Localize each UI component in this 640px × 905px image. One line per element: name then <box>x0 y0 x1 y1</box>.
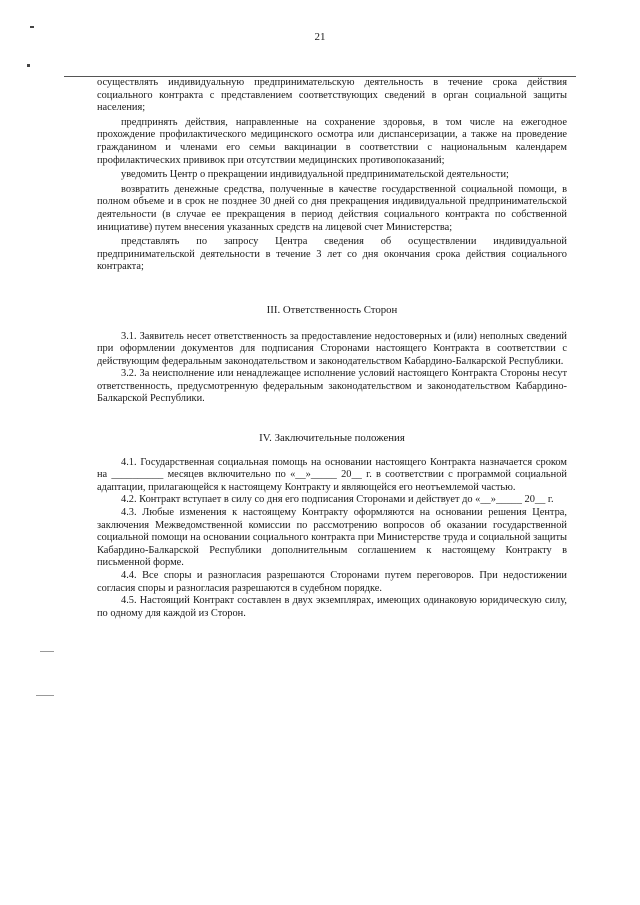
obligation-item: возвратить денежные средства, полученные в качестве государственной социальной помощи, в полном объеме и в срок не позднее 30 дней со дня прекращения индивидуальной предпринимательской деятельности (в случае ее прекращения в период действия социального контракта по собственной инициативе) путем внесения указанных средств на лицевой счет Министерства; <box>97 183 567 233</box>
clause-4-3: 4.3. Любые изменения к настоящему Контракту оформляются на основании решения Центра, заключения Межведомственной комиссии по рассмотрению вопросов об оказании государственной социальной помощи на основании социального контракта при Министерстве труда и социальной защиты Кабардино-Балкарской Республики дополнительным соглашением к настоящему Контракту в письменной форме. <box>97 507 567 569</box>
clause-4-4: 4.4. Все споры и разногласия разрешаются Сторонами путем переговоров. При недостижении согласия споры и разногласия разрешаются в судебном порядке. <box>97 570 567 594</box>
document-body <box>97 77 567 620</box>
obligation-item: предпринять действия, направленные на сохранение здоровья, в том числе на ежегодное прохождение профилактического медицинского осмотра или диспансеризации, а также на проведение гражданином и членами его семьи вакцинации в соответствии с национальным календарем профилактических прививок при отсутствии медицинских противопоказаний; <box>97 116 567 166</box>
page-number: 21 <box>314 31 326 43</box>
clause-4-1: 4.1. Государственная социальная помощь на основании настоящего Контракта назначается сроком на __________ месяцев включительно по «__»_____ 20__ г. в соответствии с программой социальной адаптации, прилагающейся к настоящему Контракту и являющейся его неотъемлемой частью. <box>97 456 567 493</box>
obligation-item: уведомить Центр о прекращении индивидуальной предпринимательской деятельности; <box>121 169 509 181</box>
section-heading-responsibility: III. Ответственность Сторон <box>266 303 398 316</box>
obligations-list <box>97 77 567 274</box>
scan-margin-mark <box>27 64 30 67</box>
clause-3-2: 3.2. За неисполнение или ненадлежащее исполнение условий настоящего Контракта Стороны несут ответственность, предусмотренную федеральным законодательством и законодательством Кабардино-Балкарской Республики. <box>97 368 567 405</box>
scan-margin-mark <box>36 695 54 696</box>
obligation-item: представлять по запросу Центра сведения об осуществлении индивидуальной предпринимательской деятельности в течение 3 лет со дня окончания срока действия социального контракта; <box>97 236 567 273</box>
scan-margin-mark <box>30 26 34 28</box>
clause-3-1: 3.1. Заявитель несет ответственность за предоставление недостоверных и (или) неполных сведений при оформлении документов для подписания Сторонами настоящего Контракта в соответствии с действующим федеральным законодательством и законодательством Кабардино-Балкарской Республики. <box>97 330 567 367</box>
clause-4-2: 4.2. Контракт вступает в силу со дня его подписания Сторонами и действует до «__»_____ 20__ г. <box>121 494 554 506</box>
section-final-provisions <box>97 457 567 621</box>
section-responsibility <box>97 331 567 407</box>
section-heading-final-provisions: IV. Заключительные положения <box>259 432 405 445</box>
scan-margin-mark <box>40 651 54 652</box>
obligation-item: осуществлять индивидуальную предпринимательскую деятельность в течение срока действия социального контракта с представлением соответствующих сведений в орган социальной защиты населения; <box>97 77 567 114</box>
clause-4-5: 4.5. Настоящий Контракт составлен в двух экземплярах, имеющих одинаковую юридическую силу, по одному для каждой из Сторон. <box>97 595 567 619</box>
